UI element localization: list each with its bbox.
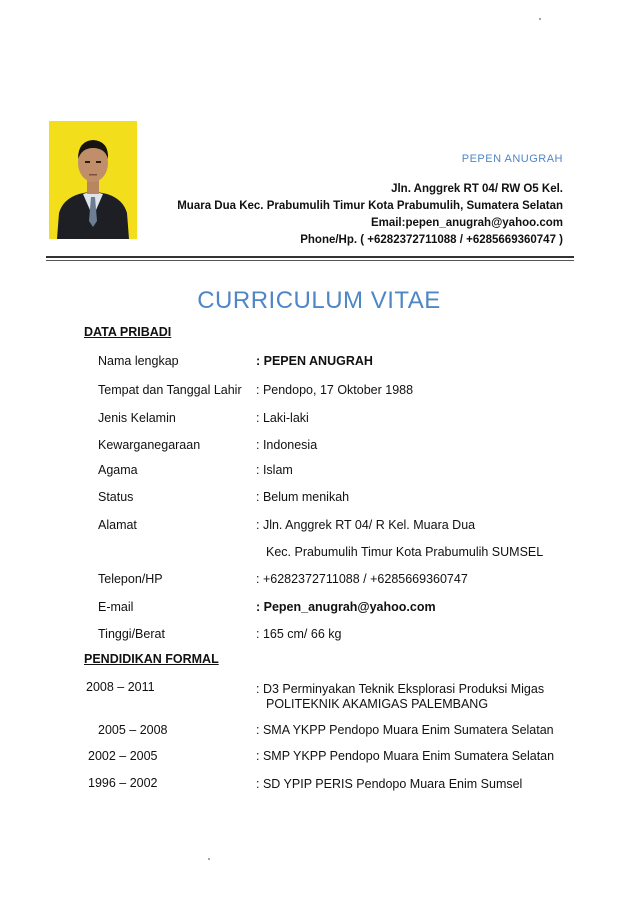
personal-label: Tempat dan Tanggal Lahir [98, 383, 242, 397]
education-value: : SMA YKPP Pendopo Muara Enim Sumatera Selatan [256, 723, 554, 737]
personal-label: Jenis Kelamin [98, 411, 176, 425]
education-years: 2008 – 2011 [86, 680, 155, 694]
education-value: : SMP YKPP Pendopo Muara Enim Sumatera Selatan [256, 749, 555, 763]
header-divider-thin [46, 260, 574, 261]
header-name: PEPEN ANUGRAH [461, 153, 563, 165]
education-value: : SD YPIP PERIS Pendopo Muara Enim Sumsel [256, 777, 523, 791]
education-value: : D3 Perminyakan Teknik Eksplorasi Produksi Migas [256, 682, 545, 696]
personal-value: : Belum menikah [256, 490, 350, 504]
personal-label: Kewarganegaraan [98, 438, 201, 452]
personal-value: : Pepen_anugrah@yahoo.com [256, 600, 436, 614]
personal-label: Agama [98, 463, 138, 477]
header-address-line-1: Jln. Anggrek RT 04/ RW O5 Kel. [391, 183, 563, 195]
personal-label: Nama lengkap [98, 354, 179, 368]
personal-value: : +6282372711088 / +6285669360747 [256, 572, 468, 586]
personal-label: Tinggi/Berat [98, 627, 165, 641]
profile-photo [49, 121, 137, 239]
personal-value: Kec. Prabumulih Timur Kota Prabumulih SUMSEL [266, 545, 544, 559]
education-years: 2005 – 2008 [98, 723, 168, 737]
personal-label: Telepon/HP [98, 572, 163, 586]
personal-value: : PEPEN ANUGRAH [256, 354, 373, 368]
header-divider-thick [46, 256, 574, 258]
section-title-education: PENDIDIKAN FORMAL [84, 652, 219, 666]
personal-value: : Pendopo, 17 Oktober 1988 [256, 383, 414, 397]
education-years: 2002 – 2005 [88, 749, 158, 763]
person-photo-icon [49, 121, 137, 239]
personal-value: : Laki-laki [256, 411, 309, 425]
personal-label: Alamat [98, 518, 137, 532]
personal-value: : Islam [256, 463, 293, 477]
header-address-line-2: Muara Dua Kec. Prabumulih Timur Kota Prabumulih, Sumatera Selatan [177, 200, 563, 212]
personal-label: E-mail [98, 600, 134, 614]
header-email: Email:pepen_anugrah@yahoo.com [370, 217, 563, 229]
personal-value: : Indonesia [256, 438, 318, 452]
document-title: CURRICULUM VITAE [197, 287, 441, 314]
section-title-personal: DATA PRIBADI [84, 325, 172, 339]
education-years: 1996 – 2002 [88, 776, 158, 790]
personal-value: : Jln. Anggrek RT 04/ R Kel. Muara Dua [256, 518, 476, 532]
scan-speck [208, 858, 210, 860]
personal-label: Status [98, 490, 134, 504]
scan-speck [539, 18, 541, 20]
header-phone: Phone/Hp. ( +6282372711088 / +6285669360747 ) [300, 234, 563, 246]
personal-value: : 165 cm/ 66 kg [256, 627, 342, 641]
education-value-line-2: POLITEKNIK AKAMIGAS PALEMBANG [266, 697, 489, 711]
